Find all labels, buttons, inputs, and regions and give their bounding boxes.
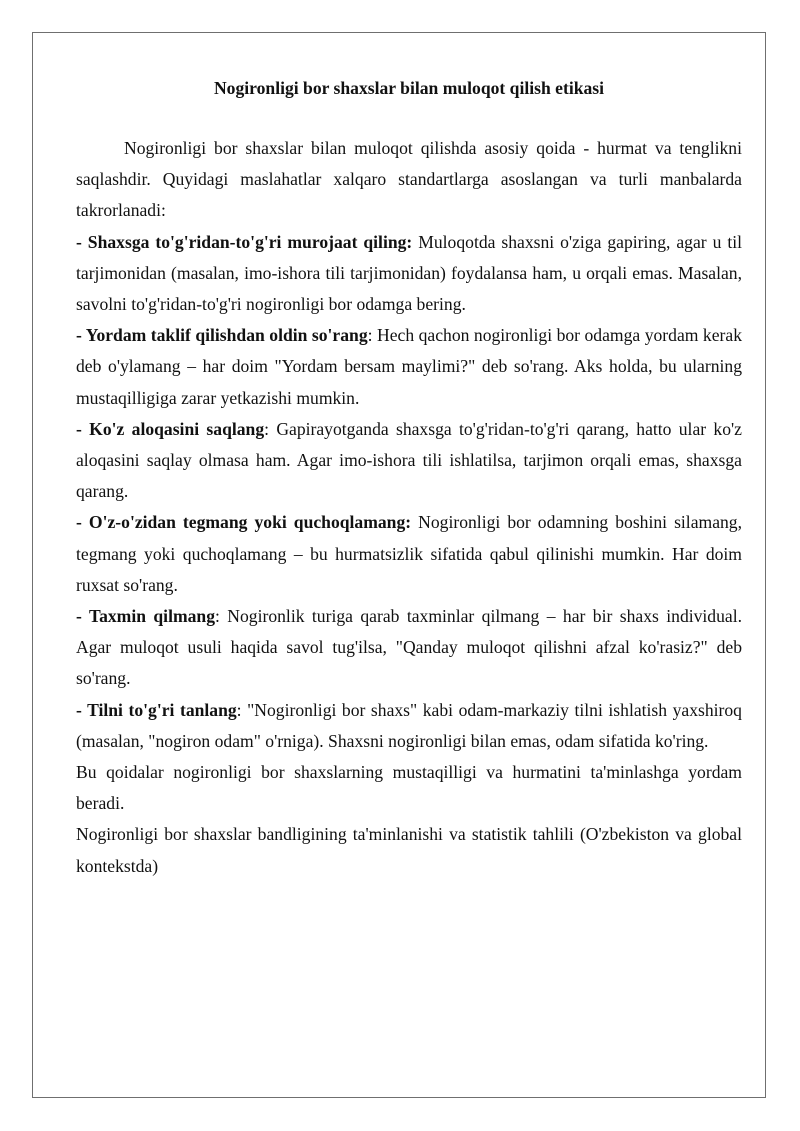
document-body (76, 74, 742, 882)
rule-paragraph-do-not-assume (76, 601, 742, 695)
rule-term: - Taxmin qilmang (76, 606, 215, 627)
intro-paragraph: Nogironligi bor shaxslar bilan muloqot qilishda asosiy qoida - hurmat va tenglikni saqlashdir. Quyidagi maslahatlar xalqaro standartlarga asoslangan va turli manbalarda takrorlanadi: (76, 138, 742, 221)
rule-text: Nogironligi bor odamning boshini silamang, tegmang yoki quchoqlamang – bu hurmatsizlik sifatida qabul qilinishi mumkin. Har doim ruxsat so'rang. (76, 512, 742, 595)
conclusion-paragraph: Bu qoidalar nogironligi bor shaxslarning mustaqilligi va hurmatini ta'minlashga yordam beradi. (76, 762, 742, 814)
rule-text: : Hech qachon nogironligi bor odamga yordam kerak deb o'ylamang – har doim "Yordam bersam maylimi?" deb so'rang. Aks holda, bu ularning mustaqilligiga zarar yetkazishi mumkin. (76, 325, 742, 408)
rule-text: : "Nogironligi bor shaxs" kabi odam-markaziy tilni ishlatish yaxshiroq (masalan, "nogiron odam" o'rniga). Shaxsni nogironligi bilan emas, odam sifatida ko'ring. (76, 699, 742, 751)
rule-paragraph-eye-contact (76, 414, 742, 508)
rule-text: : Nogironlik turiga qarab taxminlar qilmang – har bir shaxs individual. Agar muloqot usuli haqida savol tug'ilsa, "Qanday muloqot qilishni afzal ko'rasiz?" deb so'rang. (76, 606, 742, 689)
rule-paragraph-ask-before-help (76, 320, 742, 414)
document-title: Nogironligi bor shaxslar bilan muloqot qilish etikasi (213, 78, 605, 98)
next-section-heading: Nogironligi bor shaxslar bandligining ta'minlanishi va statistik tahlili (O'zbekiston va global kontekstda) (76, 824, 742, 876)
rule-paragraph-do-not-touch (76, 507, 742, 601)
rule-term: - Ko'z aloqasini saqlang (76, 418, 265, 439)
rule-text: Muloqotda shaxsni o'ziga gapiring, agar u til tarjimonidan (masalan, imo-ishora tili tarjimonidan) foydalansa ham, u orqali emas. Masalan, savolni to'g'ridan-to'g'ri nogironligi bor odamga bering. (76, 231, 742, 315)
rule-text: : Gapirayotganda shaxsga to'g'ridan-to'g'ri qarang, hatto ular ko'z aloqasini saqlay olmasa ham. Agar imo-ishora tili ishlatilsa, tarjimon orqali emas, shaxsga qarang. (76, 418, 742, 502)
rule-term: - O'z-o'zidan tegmang yoki quchoqlamang: (76, 512, 412, 533)
rule-term: - Shaxsga to'g'ridan-to'g'ri murojaat qiling: (76, 231, 413, 252)
rule-term: - Yordam taklif qilishdan oldin so'rang (76, 325, 368, 346)
rule-paragraph-language-choice (76, 695, 742, 757)
rule-paragraph-direct-address (76, 227, 742, 321)
rule-term: - Tilni to'g'ri tanlang (76, 699, 237, 720)
